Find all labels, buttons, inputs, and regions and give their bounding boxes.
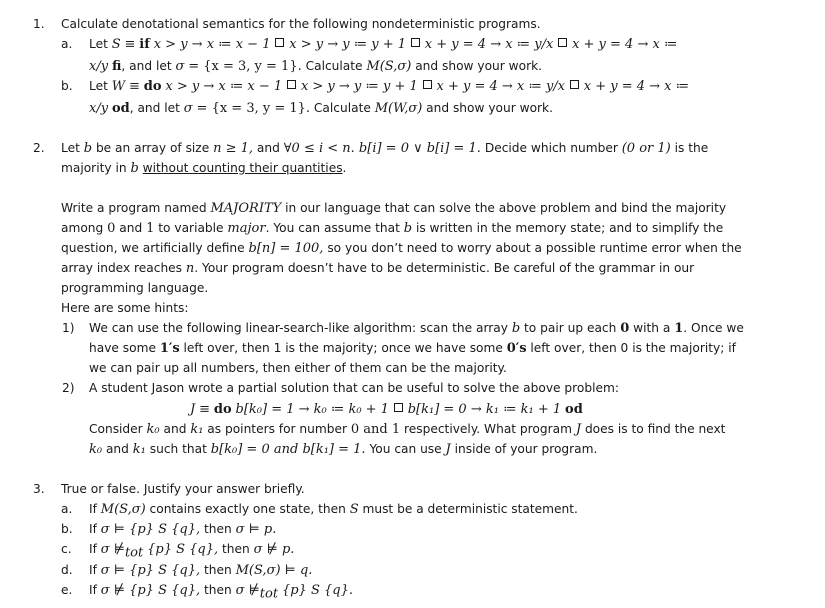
box-icon [275,38,284,47]
q3b-statement: If σ ⊨ {p} S {q}, then σ ⊨ p. [89,522,277,537]
q2-para1-line1: Let b be an array of size n ≥ 1, and ∀0 ≤ i < n. b[i] = 0 ∨ b[i] = 1. Decide which number (0 or 1) is the [61,141,709,156]
box-icon [394,403,403,412]
q2-para2-line2: among 0 and 1 to variable major. You can assume that b is written in the memory state; and to simplify the [61,221,724,236]
q2-para2-line4: array index reaches n. Your program doesn’t have to be deterministic. Be careful of the grammar in our [61,261,695,276]
subpart-label: a. [61,37,73,51]
q1a-line-2: x/y fi, and let σ = {x = 3, y = 1}. Calculate M(S,σ) and show your work. [89,59,543,74]
box-icon [558,38,567,47]
box-icon [411,38,420,47]
question-number: 1. [33,17,45,31]
subpart-label: b. [61,522,73,536]
q2-para2-line5: programming language. [61,281,209,295]
hint1-line1: We can use the following linear-search-like algorithm: scan the array b to pair up each 0 with a 1. Once we [89,321,744,336]
subpart-label: b. [61,79,73,93]
hints-heading: Here are some hints: [61,301,189,315]
box-icon [570,80,579,89]
hint2-line4: k₀ and k₁ such that b[k₀] = 0 and b[k₁] = 1. You can use J inside of your program. [89,442,598,457]
subpart-label: a. [61,502,73,516]
q3a-statement: If M(S,σ) contains exactly one state, then S must be a deterministic statement. [89,502,578,517]
q1b-line-2: x/y od, and let σ = {x = 3, y = 1}. Calculate M(W,σ) and show your work. [89,101,553,116]
question-intro: True or false. Justify your answer briefly. [61,482,305,496]
q3d-statement: If σ ⊨ {p} S {q}, then M(S,σ) ⊨ q. [89,563,313,578]
subpart-label: d. [61,563,73,577]
subpart-label: c. [61,542,72,556]
q2-para1-line2: majority in b without counting their quantities. [61,161,347,176]
subpart-label: e. [61,583,73,597]
q1b-line-1: Let W ≡ do x > y → x ≔ x − 1 x > y → y ≔ y + 1 x + y = 4 → x ≔ y/x x + y = 4 → x ≔ [89,79,690,94]
box-icon [423,80,432,89]
q2-para2-line1: Write a program named MAJORITY in our language that can solve the above problem and bind the majority [61,201,727,216]
hint-label: 2) [62,381,75,395]
q2-para2-line3: question, we artificially define b[n] = 100, so you don’t need to worry about a possible runtime error when the [61,241,742,256]
question-number: 3. [33,482,45,496]
hint1-line3: we can pair up all numbers, then either of them can be the majority. [89,361,507,375]
question-intro: Calculate denotational semantics for the following nondeterministic programs. [61,17,541,31]
hint-label: 1) [62,321,75,335]
question-number: 2. [33,141,45,155]
emphasis-underline: without counting their quantities [142,161,343,175]
q3e-statement: If σ ⊭ {p} S {q}, then σ $⊭_{tot}$ {p} S {q}. [89,583,353,602]
box-icon [287,80,296,89]
hint2-line1: A student Jason wrote a partial solution that can be useful to solve the above problem: [89,381,619,395]
q1a-line-1: Let S ≡ if x > y → x ≔ x − 1 x > y → y ≔ y + 1 x + y = 4 → x ≔ y/x x + y = 4 → x ≔ [89,37,678,52]
q3c-statement: If σ $⊭_{tot}$ {p} S {q}, then σ ⊭ p. [89,542,295,561]
hint2-line3: Consider k₀ and k₁ as pointers for number 0 and 1 respectively. What program J does is to find the next [89,422,726,437]
hint1-line2: have some 1′s left over, then 1 is the majority; once we have some 0′s left over, then 0 is the majority; if [89,341,736,356]
program-j-definition: J ≡ do b[k₀] = 1 → k₀ ≔ k₀ + 1 b[k₁] = 0 → k₁ ≔ k₁ + 1 od [190,402,583,417]
